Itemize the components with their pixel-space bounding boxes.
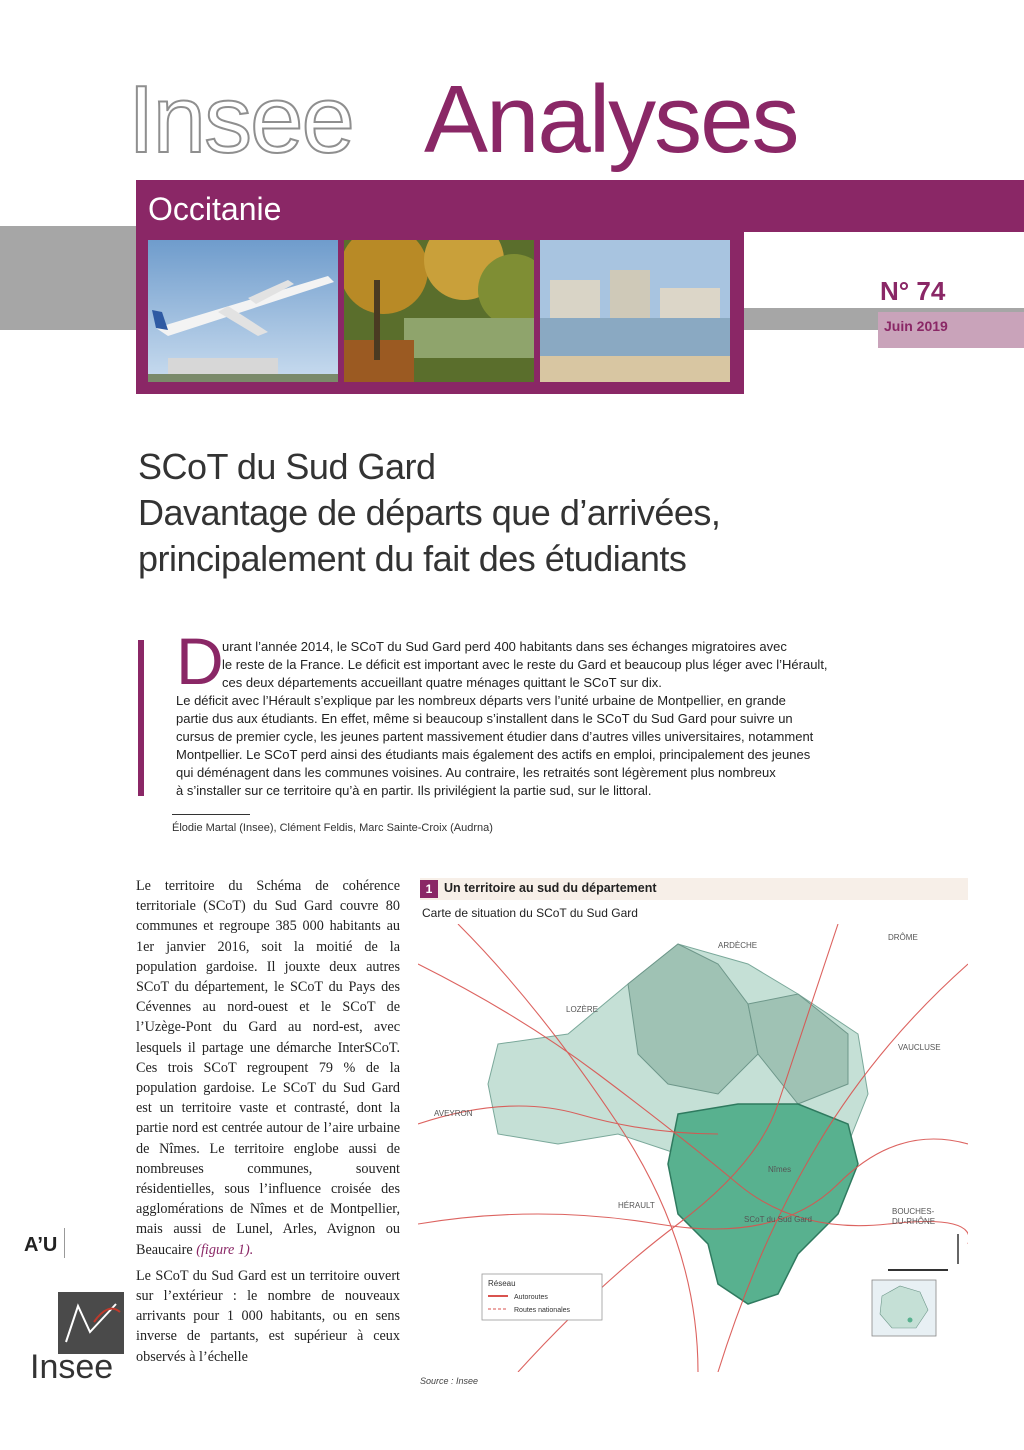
figure-source: Source : Insee [420, 1376, 479, 1386]
lead-line: cursus de premier cycle, les jeunes partent massivement étudier dans d’autres villes universitaires, notamment [176, 729, 814, 744]
lead-line: à s’installer sur ce territoire qu’à en partir. Ils privilégient la partie sud, sur le littoral. [176, 783, 652, 798]
photo-airplane [148, 240, 338, 382]
legend-item-1: Autoroutes [514, 1294, 548, 1301]
lead-line: urant l’année 2014, le SCoT du Sud Gard perd 400 habitants dans ses échanges migratoires avec [222, 639, 787, 654]
author-rule [172, 814, 250, 815]
location-map [418, 924, 968, 1372]
legend-item-2: Routes nationales [514, 1307, 571, 1314]
legend-title: Réseau [488, 1279, 516, 1288]
map-label-scot: SCoT du Sud Gard [744, 1215, 812, 1224]
photo-beach [540, 240, 730, 382]
lead-line: qui déménagent dans les communes voisines. Au contraire, les retraités sont légèrement plus nombreux [176, 765, 776, 780]
lead-accent-bar [138, 640, 144, 796]
map-label-aveyron: AVEYRON [434, 1109, 473, 1118]
lead-line: le reste de la France. Le déficit est important avec le reste du Gard et beaucoup plus léger avec l’Hérault, [222, 657, 828, 672]
figure-reference-link[interactable]: (figure 1). [196, 1241, 254, 1258]
photo-canal [344, 240, 534, 382]
lead-line: ces deux départements accueillant quatre ménages quittant le SCoT sur dix. [222, 675, 662, 690]
lead-line: Le déficit avec l’Hérault s’explique par les nombreux départs vers l’unité urbaine de Montpellier, en grande [176, 693, 786, 708]
map-label-ardeche: ARDÈCHE [718, 941, 758, 950]
map-label-herault: HÉRAULT [618, 1201, 655, 1210]
brand-analyses: Analyses [424, 66, 798, 173]
figure-title: Un territoire au sud du département [444, 881, 657, 895]
map-label-bouches-2: DU-RHÔNE [892, 1217, 936, 1226]
authors: Élodie Martal (Insee), Clément Feldis, Marc Sainte-Croix (Audrna) [172, 822, 493, 834]
body-paragraph-2: Le SCoT du Sud Gard est un territoire ouvert sur l’extérieur : le nombre de nouveaux arrivants pour 1 000 habitants, ou en sens inverse de partants, est supérieur à ceux observés à l’échelle [136, 1267, 400, 1365]
map-label-vaucluse: VAUCLUSE [898, 1043, 941, 1052]
lead-dropcap: D [176, 624, 224, 698]
map-label-drome: DRÔME [888, 933, 918, 942]
headline-line-3: principalement du fait des étudiants [138, 538, 687, 579]
body-column [136, 876, 400, 1373]
map-legend [482, 1274, 602, 1320]
map-label-lozere: LOZÈRE [566, 1005, 599, 1014]
headline-line-2: Davantage de départs que d’arrivées, [138, 492, 721, 533]
brand-insee: Insee [128, 66, 353, 173]
issue-date: Juin 2019 [884, 318, 948, 334]
headline [138, 444, 978, 582]
lead-line: partie dus aux étudiants. En effet, même si beaucoup s’installent dans le SCoT du Sud Gard pour suivre un [176, 711, 793, 726]
inset-map [872, 1280, 936, 1336]
insee-logo-icon [58, 1292, 124, 1354]
issue-number: N° 74 [880, 276, 946, 306]
figure-subtitle: Carte de situation du SCoT du Sud Gard [422, 906, 638, 920]
au-logo-divider [64, 1228, 65, 1258]
au-logo: A’U [24, 1234, 58, 1256]
insee-logo-text: Insee [30, 1348, 114, 1386]
region-label: Occitanie [148, 191, 282, 227]
map-label-bouches: BOUCHES- [892, 1207, 935, 1216]
headline-line-1: SCoT du Sud Gard [138, 446, 436, 487]
grey-band-left [0, 226, 140, 330]
figure-number: 1 [420, 880, 438, 898]
lead-line: Montpellier. Le SCoT perd ainsi des étudiants mais également des actifs en emploi, principalement des jeunes [176, 747, 811, 762]
body-paragraph-1: Le territoire du Schéma de cohérence territoriale (SCoT) du Sud Gard couvre 80 communes et regroupe 385 000 habitants au 1er janvier 2016, soit la moitié de la population gardoise. Il jouxte deux autres SCoT du département, le SCoT du Pays des Cévennes au nord-ouest et le SCoT de l’Uzège-Pont du Gard au nord-est, avec lesquels il partage une démarche InterSCoT. Ces trois SCoT regroupent 79 % de la population gardoise. Le SCoT du Sud Gard est un territoire vaste et contrasté, dont la partie nord est centrée autour de l’aire urbaine de Nîmes. Le territoire englobe aussi de nombreuses communes, souvent résidentielles, sous l’influence croisée des agglomérations de Nîmes et de Montpellier, mais aussi de Lunel, Arles, Avignon ou Beaucaire (figure 1). [136, 878, 400, 1258]
map-label-nimes: Nîmes [768, 1165, 792, 1174]
